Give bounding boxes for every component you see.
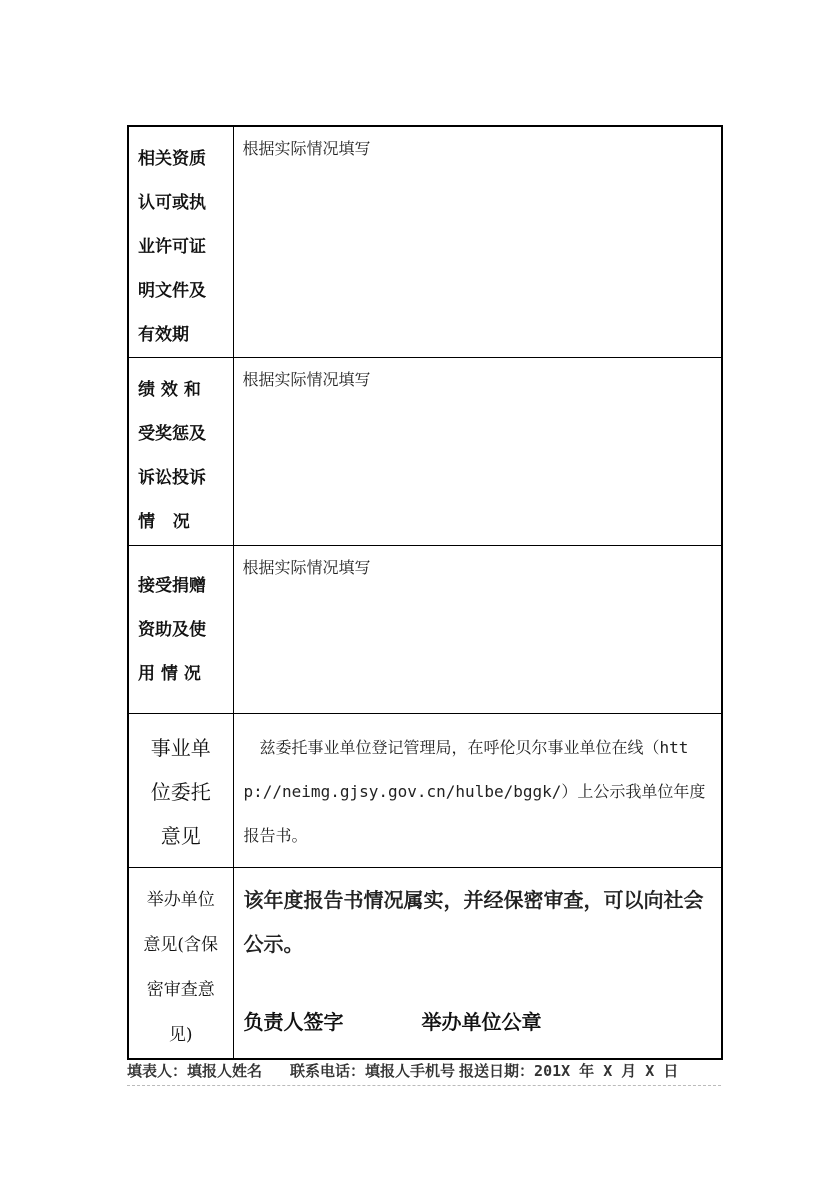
- label-cell-entrustment: [128, 714, 233, 868]
- row-content-donations: 根据实际情况填写: [242, 558, 371, 577]
- row-content-entrustment: 兹委托事业单位登记管理局，在呼伦贝尔事业单位在线（http://neimg.gjsy.gov.cn/hulbe/bggk/）上公示我单位年度报告书。: [243, 738, 706, 845]
- row-label-entrustment: 事业单 位委托 意见: [150, 736, 211, 848]
- signature-label: 负责人签字: [243, 1010, 344, 1034]
- row-label-donations: 接受捐赠 资助及使 用 情 况: [138, 576, 206, 684]
- signature-line: [234, 1006, 722, 1042]
- footer-date: 报送日期：201X 年 X 月 X 日: [459, 1062, 679, 1080]
- label-cell-donations: [128, 546, 233, 714]
- label-cell-qualification: [128, 126, 233, 358]
- content-cell-qualification[interactable]: [233, 126, 722, 358]
- table-row-performance: [128, 358, 722, 546]
- table-row-sponsor-opinion: [128, 868, 722, 1060]
- seal-label: 举办单位公章: [421, 1010, 542, 1034]
- content-cell-entrustment[interactable]: [233, 714, 722, 868]
- label-cell-performance: [128, 358, 233, 546]
- row-content-qualification: 根据实际情况填写: [242, 139, 371, 158]
- table-row-donations: [128, 546, 722, 714]
- content-cell-performance[interactable]: [233, 358, 722, 546]
- footer-phone: 联系电话：填报人手机号: [290, 1062, 456, 1080]
- content-cell-sponsor-opinion[interactable]: [233, 868, 722, 1060]
- row-label-sponsor-opinion: 举办单位 意见(含保 密审查意 见): [143, 890, 219, 1045]
- form-footer: [127, 1060, 721, 1086]
- row-label-qualification: 相关资质 认可或执 业许可证 明文件及 有效期: [138, 149, 206, 345]
- annual-report-form-table: [127, 125, 723, 1060]
- label-cell-sponsor-opinion: [128, 868, 233, 1060]
- table-row-qualification: [128, 126, 722, 358]
- row-content-sponsor-opinion: 该年度报告书情况属实，并经保密审查，可以向社会公示。: [243, 888, 704, 956]
- row-content-performance: 根据实际情况填写: [242, 370, 371, 389]
- footer-filler: 填表人：填报人姓名: [127, 1062, 263, 1080]
- table-row-entrustment: [128, 714, 722, 868]
- row-label-performance: 绩 效 和 受奖惩及 诉讼投诉 情 况: [138, 380, 206, 532]
- content-cell-donations[interactable]: [233, 546, 722, 714]
